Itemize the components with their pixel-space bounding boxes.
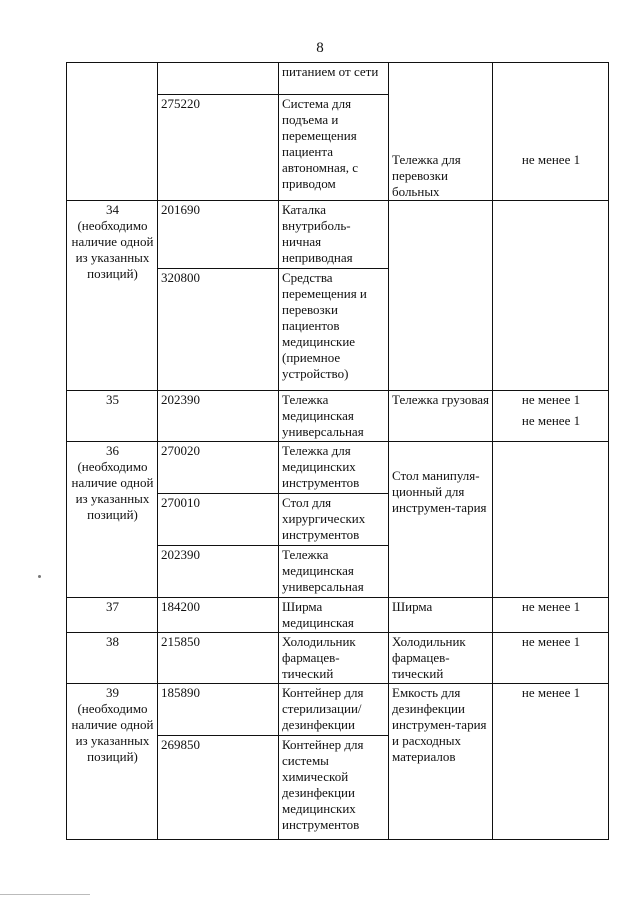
name-cell: Средства перемещения и перевозки пациентов медицинские (приемное устройство) [279, 269, 389, 391]
code-cell: 184200 [158, 598, 279, 633]
equipment-table [66, 62, 609, 840]
type-cell: Тележка грузовая [389, 391, 493, 442]
type-cell [389, 442, 493, 598]
code-cell: 185890 [158, 684, 279, 736]
name-cell: Холодильник фармацев-тический [279, 633, 389, 684]
type-cell: Холодильник фармацев-тический [389, 633, 493, 684]
code-cell: 269850 [158, 736, 279, 840]
name-cell: Каталка внутриболь-ничная неприводная [279, 201, 389, 269]
quantity-cell [493, 152, 609, 391]
table-row [67, 633, 609, 684]
table-row [67, 201, 609, 269]
name-cell: Стол для хирургических инструментов [279, 494, 389, 546]
name-cell: Тележка медицинская универсальная [279, 546, 389, 598]
quantity-cell: не менее 1 [493, 684, 609, 840]
position-number-cell: 36 (необходимо наличие одной из указанных позиций) [67, 442, 158, 598]
position-number-cell: 37 [67, 598, 158, 633]
quantity-cell: не менее 1 [493, 391, 609, 442]
code-cell: 202390 [158, 546, 279, 598]
position-number-cell: 39 (необходимо наличие одной из указанных позиций) [67, 684, 158, 840]
type-cell: Емкость для дезинфекции инструмен-тария и расходных материалов [389, 684, 493, 840]
code-cell [158, 63, 279, 95]
type-text: Тележка для перевозки больных [392, 152, 461, 199]
position-number-cell [67, 63, 158, 201]
table-row [67, 63, 609, 95]
name-cell: Система для подъема и перемещения пациента автономная, с приводом [279, 95, 389, 201]
type-cell [389, 152, 493, 391]
name-cell: Тележка для медицинских инструментов [279, 442, 389, 494]
quantity-cell: не менее 1 [493, 598, 609, 633]
type-cell: Ширма [389, 598, 493, 633]
type-text: Стол манипуля-ционный для инструмен-тария [392, 468, 487, 515]
table-row [67, 442, 609, 494]
code-cell: 270020 [158, 442, 279, 494]
code-cell: 215850 [158, 633, 279, 684]
name-cell: питанием от сети [279, 63, 389, 95]
table-row [67, 684, 609, 736]
scan-edge-line [0, 894, 90, 895]
quantity-cell: не менее 1 [493, 633, 609, 684]
code-cell: 270010 [158, 494, 279, 546]
code-cell: 320800 [158, 269, 279, 391]
page-number: 8 [316, 40, 324, 56]
code-cell: 201690 [158, 201, 279, 269]
name-cell: Тележка медицинская универсальная [279, 391, 389, 442]
name-cell: Контейнер для стерилизации/ дезинфекции [279, 684, 389, 736]
quantity-cell [493, 413, 609, 598]
name-cell: Контейнер для системы химической дезинфекции медицинских инструментов [279, 736, 389, 840]
scan-dot [38, 575, 41, 578]
code-cell: 202390 [158, 391, 279, 442]
position-number-cell: 34 (необходимо наличие одной из указанных позиций) [67, 201, 158, 391]
quantity-text: не менее 1 [521, 413, 581, 428]
name-cell: Ширма медицинская [279, 598, 389, 633]
table-row [67, 598, 609, 633]
quantity-text: не менее 1 [521, 152, 581, 167]
quantity-cell [493, 63, 609, 201]
code-cell: 275220 [158, 95, 279, 201]
position-number-cell: 38 [67, 633, 158, 684]
position-number-cell: 35 [67, 391, 158, 442]
